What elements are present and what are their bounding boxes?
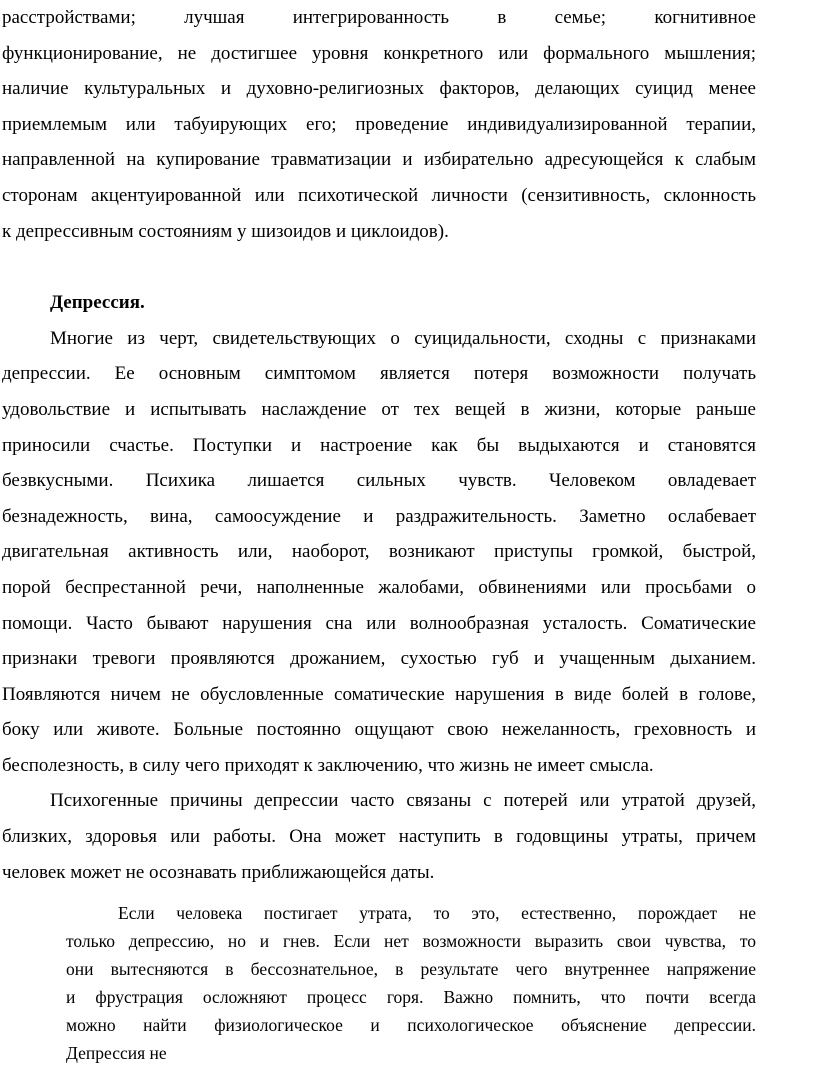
text-line: и фрустрация осложняют процесс горя. Важно помнить, что почти всегда	[66, 987, 756, 1007]
text-line: боку или животе. Больные постоянно ощущают свою нежеланность, греховность и	[2, 719, 756, 741]
text-line: только депрессию, но и гнев. Если нет возможности выразить свои чувства, то	[66, 931, 756, 951]
document-page	[2, 0, 756, 890]
text-line: наличие культуральных и духовно-религиозных факторов, делающих суицид менее	[2, 78, 756, 100]
text-line: функционирование, не достигшее уровня конкретного или формального мышления;	[2, 42, 756, 64]
text-line: бесполезность, в силу чего приходят к заключению, что жизнь не имеет смысла.	[2, 754, 654, 776]
text-line: приносили счастье. Поступки и настроение как бы выдыхаются и становятся	[2, 434, 756, 456]
paragraph-1	[2, 0, 756, 249]
text-line: человек может не осознавать приближающейся даты.	[2, 861, 435, 883]
text-line: помощи. Часто бывают нарушения сна или волнообразная усталость. Соматические	[2, 612, 756, 634]
text-line: можно найти физиологическое и психологическое объяснение депрессии.	[66, 1015, 756, 1035]
text-line: приемлемым или табуирующих его; проведение индивидуализированной терапии,	[2, 113, 756, 135]
text-line: к депрессивным состояниям у шизоидов и циклоидов).	[2, 220, 449, 242]
text-line: Появляются ничем не обусловленные соматические нарушения в виде болей в голове,	[2, 683, 756, 705]
text-line: порой беспрестанной речи, наполненные жалобами, обвинениями или просьбами о	[2, 576, 756, 598]
section-heading: Депрессия.	[50, 292, 145, 314]
block-quote	[66, 899, 756, 1067]
text-line: безнадежность, вина, самоосуждение и раздражительность. Заметно ослабевает	[2, 505, 756, 527]
paragraph-2	[2, 321, 756, 784]
text-line: сторонам акцентуированной или психотической личности (сензитивность, склонность	[2, 184, 756, 206]
text-line: близких, здоровья или работы. Она может наступить в годовщины утраты, причем	[2, 826, 756, 848]
text-line: Если человека постигает утрата, то это, естественно, порождает не	[118, 903, 756, 923]
text-line: направленной на купирование травматизации и избирательно адресующейся к слабым	[2, 149, 756, 171]
text-line: расстройствами; лучшая интегрированность в семье; когнитивное	[2, 7, 756, 28]
text-line: удовольствие и испытывать наслаждение от тех вещей в жизни, которые раньше	[2, 398, 756, 420]
text-line: депрессии. Ее основным симптомом является потеря возможности получать	[2, 363, 756, 385]
paragraph-3	[2, 783, 756, 890]
text-line: Многие из черт, свидетельствующих о суицидальности, сходны с признаками	[50, 327, 756, 349]
text-line: двигательная активность или, наоборот, возникают приступы громкой, быстрой,	[2, 541, 756, 563]
text-line: признаки тревоги проявляются дрожанием, сухостью губ и учащенным дыханием.	[2, 648, 756, 670]
text-line: безвкусными. Психика лишается сильных чувств. Человеком овладевает	[2, 470, 756, 492]
text-line: они вытесняются в бессознательное, в результате чего внутреннее напряжение	[66, 959, 756, 979]
text-line: Психогенные причины депрессии часто связаны с потерей или утратой друзей,	[50, 790, 756, 812]
text-line: Депрессия не	[66, 1043, 167, 1063]
